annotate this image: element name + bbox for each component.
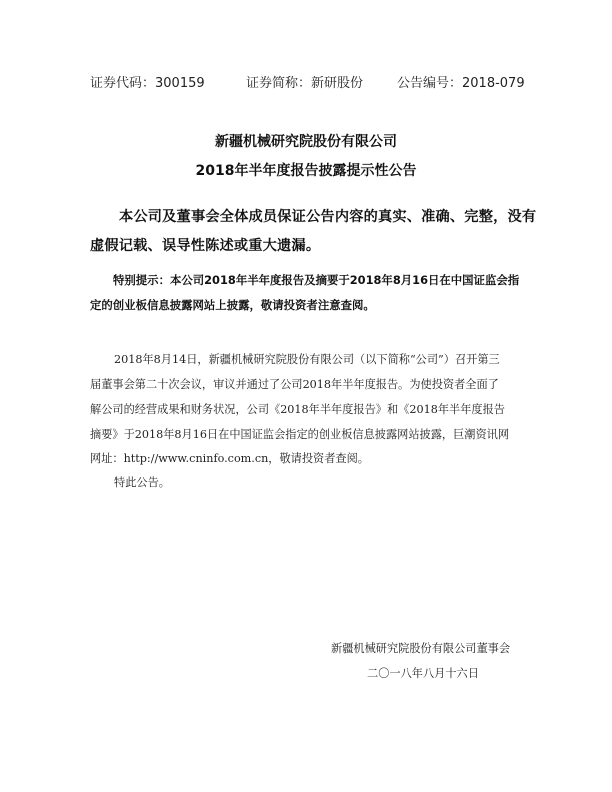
body-line-5: 网址：http://www.cninfo.com.cn，敬请投资者查阅。: [90, 452, 369, 465]
company-title: 新疆机械研究院股份有限公司: [215, 134, 397, 150]
closing-text: 特此公告。: [114, 476, 170, 489]
body-line-1: 2018年8月14日，新疆机械研究院股份有限公司（以下简称“公司”）召开第三: [114, 353, 500, 366]
stock-abbreviation: 证券简称：新研股份: [246, 76, 364, 91]
statement-line-1: 本公司及董事会全体成员保证公告内容的真实、准确、完整，没有: [119, 209, 537, 225]
announcement-title: 2018年半年度报告披露提示性公告: [195, 163, 417, 179]
tip-line-2: 定的创业板信息披露网站上披露，敬请投资者注意查阅。: [90, 298, 375, 312]
stock-code: 证券代码：300159: [90, 76, 205, 91]
statement-line-2: 虚假记载、误导性陈述或重大遗漏。: [90, 238, 321, 254]
signature-date: 二〇一八年八月十六日: [367, 667, 479, 680]
signature-organization: 新疆机械研究院股份有限公司董事会: [331, 642, 511, 655]
body-line-2: 届董事会第二十次会议，审议并通过了公司2018年半年度报告。为使投资者全面了: [90, 378, 499, 391]
notice-number: 公告编号：2018-079: [397, 76, 525, 91]
tip-line-1: 特别提示：本公司2018年半年度报告及摘要于2018年8月16日在中国证监会指: [113, 273, 520, 287]
body-line-3: 解公司的经营成果和财务状况，公司《2018年半年度报告》和《2018年半年度报告: [90, 403, 505, 416]
body-line-4: 摘要》于2018年8月16日在中国证监会指定的创业板信息披露网站披露，巨潮资讯网: [90, 428, 510, 441]
